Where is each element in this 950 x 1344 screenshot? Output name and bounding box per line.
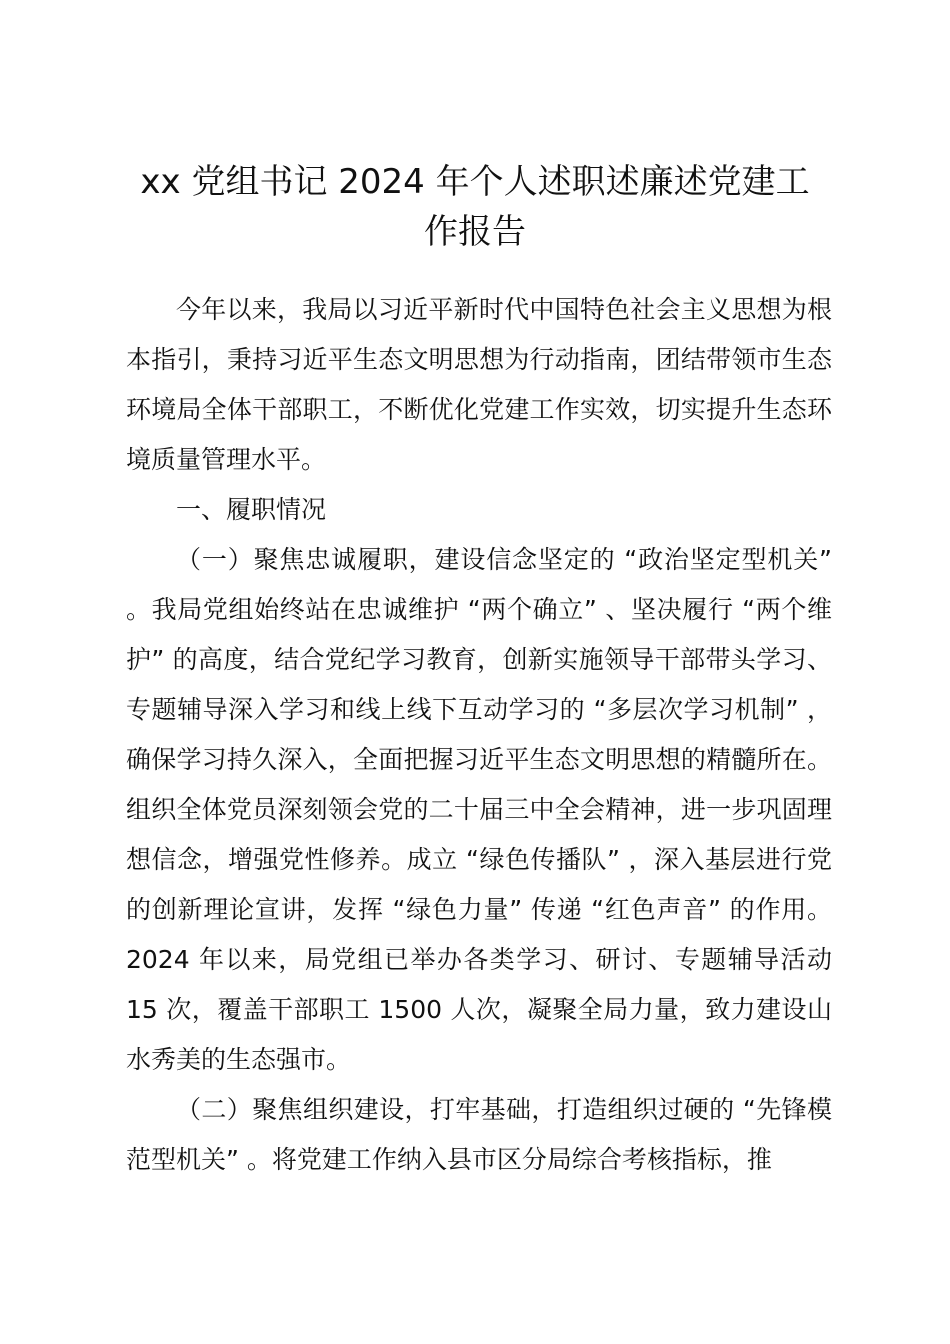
section-heading-performance: 一、履职情况 <box>176 495 327 524</box>
section-1-2-paragraph: （二）聚焦组织建设，打牢基础，打造组织过硬的 “先锋模范型机关” 。将党建工作纳入县市区分局综合考核指标，推 <box>126 1095 832 1174</box>
document-title-line-1: xx 党组书记 2024 年个人述职述廉述党建工 <box>140 162 810 202</box>
document-body <box>126 285 832 1185</box>
document-title-line-2: 作报告 <box>424 212 526 252</box>
intro-paragraph: 今年以来，我局以习近平新时代中国特色社会主义思想为根本指引，秉持习近平生态文明思想为行动指南，团结带领市生态环境局全体干部职工，不断优化党建工作实效，切实提升生态环境质量管理水平。 <box>126 295 832 474</box>
section-1-1-paragraph: （一）聚焦忠诚履职，建设信念坚定的 “政治坚定型机关” 。我局党组始终站在忠诚维护 “两个确立” 、坚决履行 “两个维护” 的高度，结合党纪学习教育，创新实施领导干部带头学习、专题辅导深入学习和线上线下互动学习的 “多层次学习机制” ，确保学习持久深入，全面把握习近平生态文明思想的精髓所在。组织全体党员深刻领会党的二十届三中全会精神，进一步巩固理想信念，增强党性修养。成立 “绿色传播队” ，深入基层进行党的创新理论宣讲，发挥 “绿色力量” 传递 “红色声音” 的作用。2024 年以来，局党组已举办各类学习、研讨、专题辅导活动 15 次，覆盖干部职工 1500 人次，凝聚全局力量，致力建设山水秀美的生态强市。 <box>126 545 832 1074</box>
